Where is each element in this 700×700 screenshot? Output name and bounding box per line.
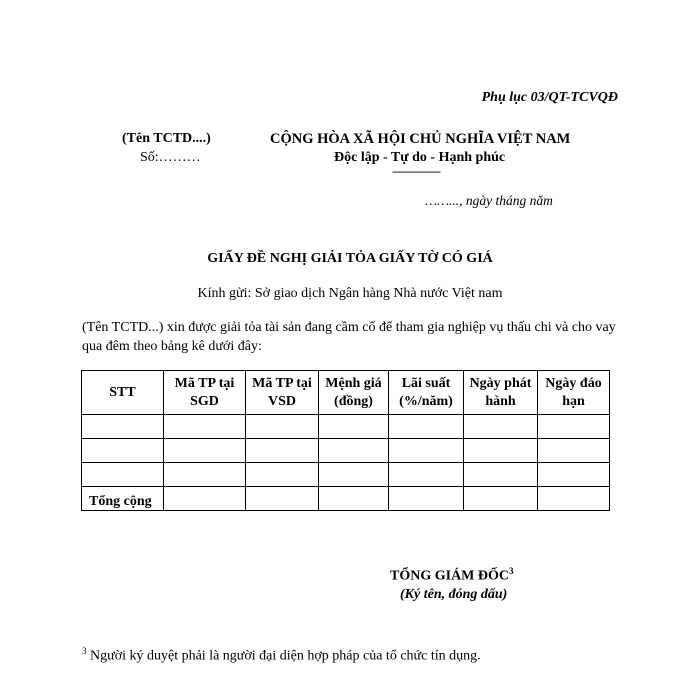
table-cell (389, 463, 464, 487)
signature-instruction: (Ký tên, đóng dấu) (400, 587, 508, 602)
table-cell (319, 463, 389, 487)
column-header-menh-gia: Mệnh giá (đồng) (319, 371, 389, 415)
table-cell (319, 415, 389, 439)
table-row (82, 463, 610, 487)
column-header-stt: STT (82, 371, 164, 415)
column-header-ngay-phat-hanh: Ngày phát hành (464, 371, 538, 415)
table-cell (82, 463, 164, 487)
appendix-label: Phụ lục 03/QT-TCVQĐ (481, 90, 618, 105)
national-motto: Độc lập - Tự do - Hạnh phúc (334, 150, 506, 165)
table-cell (538, 463, 610, 487)
table-cell (538, 415, 610, 439)
securities-table (81, 370, 610, 511)
table-cell (164, 487, 246, 511)
table-header-row (82, 371, 610, 415)
table-cell (538, 487, 610, 511)
recipient-line: Kính gửi: Sở giao dịch Ngân hàng Nhà nước Việt nam (197, 286, 503, 301)
total-label: Tổng cộng (82, 487, 164, 511)
signer-title (390, 566, 514, 585)
table-cell (164, 463, 246, 487)
motto-underline: ---------------- (392, 164, 440, 178)
table-cell (319, 439, 389, 463)
table-cell (319, 487, 389, 511)
footnote-mark: 3 (82, 646, 87, 656)
table-cell (464, 415, 538, 439)
table-cell (82, 415, 164, 439)
table-cell (246, 487, 319, 511)
column-header-ma-tp-sgd: Mã TP tại SGD (164, 371, 246, 415)
national-title: CỘNG HÒA XÃ HỘI CHỦ NGHĨA VIỆT NAM (270, 131, 571, 147)
table-cell (464, 439, 538, 463)
column-header-ngay-dao-han: Ngày đáo hạn (538, 371, 610, 415)
table-row (82, 439, 610, 463)
table-cell (246, 439, 319, 463)
table-cell (389, 415, 464, 439)
footnote-reference: 3 (509, 566, 514, 576)
column-header-ma-tp-vsd: Mã TP tại VSD (246, 371, 319, 415)
date-line: ……..., ngày tháng năm (425, 193, 553, 208)
footnote (82, 646, 481, 665)
table-total-row (82, 487, 610, 511)
table-cell (464, 463, 538, 487)
document-number: Số:……… (140, 150, 201, 165)
table-cell (389, 439, 464, 463)
organization-name: (Tên TCTD....) (122, 131, 211, 146)
table-cell (464, 487, 538, 511)
intro-paragraph: (Tên TCTD...) xin được giải tỏa tài sản đang cầm cố để tham gia nghiệp vụ thấu chi và cho vay qua đêm theo bảng kê dưới đây: (82, 320, 616, 354)
table-cell (538, 439, 610, 463)
signer-title-text: TỔNG GIÁM ĐỐC (390, 568, 509, 584)
footnote-text: Người ký duyệt phải là người đại diện hợp pháp của tổ chức tín dụng. (90, 648, 481, 664)
column-header-lai-suat: Lãi suất (%/năm) (389, 371, 464, 415)
table-cell (82, 439, 164, 463)
table-cell (246, 463, 319, 487)
table-cell (164, 439, 246, 463)
table-row (82, 415, 610, 439)
table-cell (164, 415, 246, 439)
document-title: GIẤY ĐỀ NGHỊ GIẢI TỎA GIẤY TỜ CÓ GIÁ (207, 251, 493, 266)
table-cell (246, 415, 319, 439)
table-cell (389, 487, 464, 511)
